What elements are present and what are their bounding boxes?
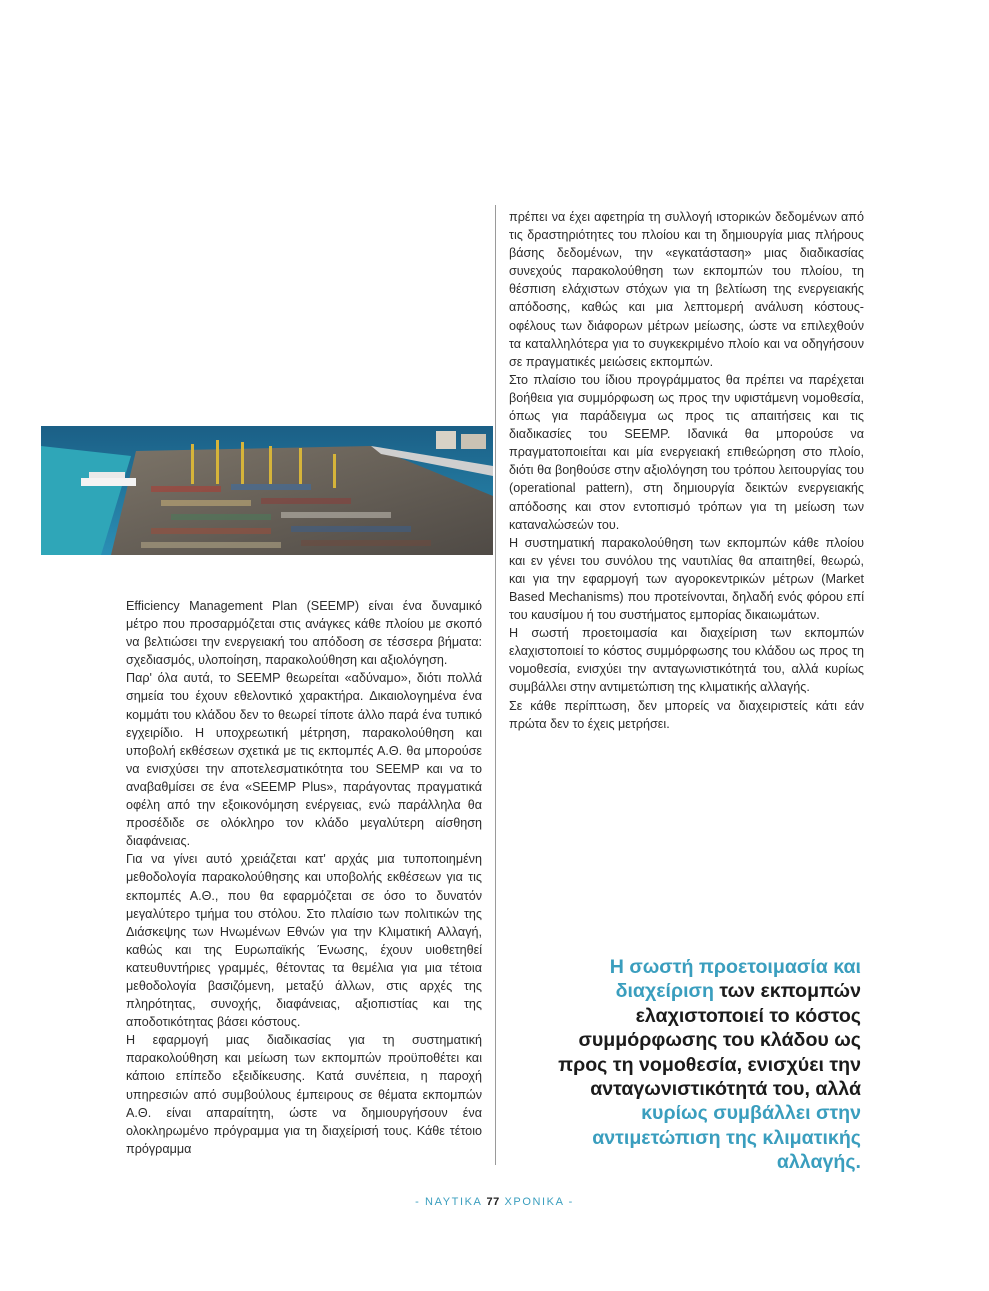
footer-left: - ΝΑΥΤΙΚΑ	[415, 1196, 482, 1208]
footer-right: ΧΡΟΝΙΚΑ -	[504, 1196, 574, 1208]
paragraph: Παρ' όλα αυτά, το SEEMP θεωρείται «αδύναμο», διότι πολλά σημεία του έχουν εθελοντικό χαρακτήρα. Δικαιολογημένα ένα κομμάτι του κλάδου δεν το θεωρεί τίποτε άλλο παρά ένα τυπικό εγχειρίδιο. Η υποχρεωτική μέτρηση, παρακολούθηση και υποβολή εκθέσεων σχετικά με τις εκπομπές Α.Θ. θα μπορούσε να ενισχύσει την αποτελεσματικότητα του SEEMP και να το αναβαθμίσει σε ένα «SEEMP Plus», παράγοντας πραγματικά οφέλη από την εξοικονόμηση ενέργειας, ενώ παράλληλα θα προσέδιδε σε ολόκληρο τον κλάδο μεγαλύτερη αίσθηση διαφάνειας.	[126, 671, 482, 849]
paragraph: Στο πλαίσιο του ίδιου προγράμματος θα πρέπει να παρέχεται βοήθεια για συμμόρφωση ως προς την υφιστάμενη νομοθεσία, όπως για παράδειγμα ως προς τις απαιτήσεις και τις διαδικασίες του SEEMP. Ιδανικά θα μπορούσε να πραγματοποιείται και μία ενεργειακή επιθεώρηση στο πλοίο, διότι θα βοηθούσε στην αξιολόγηση του τρόπου λειτουργίας του (operational pattern), στη δημιουργία δεικτών ενεργειακής απόδοσης και στον εντοπισμό τρόπων για τη μείωση των καταναλώσεών του.	[509, 372, 864, 532]
column-divider	[495, 205, 496, 1165]
pull-quote-text: των εκπομπών ελαχιστοποιεί το κόστος συμμόρφωσης του κλάδου ως προς τη νομοθεσία, ενισχύει την ανταγωνιστικότητά του, αλλά	[558, 980, 861, 1101]
pull-quote-highlight: κυρίως συμβάλλει στην αντιμετώπιση της κλιματικής αλλαγής.	[592, 1102, 861, 1174]
pull-quote-highlight: Η σωστή προετοιμασία και διαχείριση	[609, 956, 861, 1003]
paragraph: Για να γίνει αυτό χρειάζεται κατ' αρχάς μια τυποποιημένη μεθοδολογία παρακολούθησης και υποβολής εκθέσεων για τις εκπομπές Α.Θ., που θα εφαρμόζεται σε όσο το δυνατόν μεγαλύτερο τμήμα του στόλου. Στο πλαίσιο των πολιτικών της Διάσκεψης των Ηνωμένων Εθνών για την Κλιματική Αλλαγή, καθώς και της Ευρωπαϊκής Ένωσης, έχουν υιοθετηθεί κατευθυντήριες γραμμές, θέτοντας τα θεμέλια για μια τέτοια μεθοδολογία βασιζόμενη, μεταξύ άλλων, στις αρχές της πληρότητας, συνοχής, διαφάνειας, αξιοπιστίας και της αποδοτικότητας βάσει κόστους.	[126, 852, 482, 1030]
paragraph: Σε κάθε περίπτωση, δεν μπορείς να διαχειριστείς κάτι εάν πρώτα δεν το έχεις μετρήσει.	[509, 698, 864, 731]
paragraph: Η συστηματική παρακολούθηση των εκπομπών κάθε πλοίου και εν γένει του συνόλου της ναυτιλίας θα απαιτηθεί, θεωρώ, και για την εφαρμογή των αγοροκεντρικών μέτρων (Market Based Mechanisms) που προτείνονται, δηλαδή ενός φόρου επί του καυσίμου ή του συστήματος εμπορίας δικαιωμάτων.	[509, 535, 864, 623]
left-column	[126, 597, 482, 1158]
pull-quote	[540, 955, 861, 1175]
page-footer	[0, 1196, 989, 1208]
right-column	[509, 208, 864, 733]
page-number: 77	[486, 1196, 500, 1208]
paragraph: Η εφαρμογή μιας διαδικασίας για τη συστηματική παρακολούθηση και μείωση των εκπομπών προϋποθέτει και κάποιο επίπεδο εξειδίκευσης. Κατά συνέπεια, η παροχή υπηρεσιών από συμβούλους έμπειρους σε θέματα εκπομπών Α.Θ. είναι απαραίτητη, ώστε να δημιουργήσουν ένα ολοκληρωμένο πρόγραμμα για τη διαχείρισή τους. Κάθε τέτοιο πρόγραμμα	[126, 1033, 482, 1156]
port-photo	[41, 426, 493, 555]
paragraph: πρέπει να έχει αφετηρία τη συλλογή ιστορικών δεδομένων από τις δραστηριότητες του πλοίου και τη δημιουργία μιας πλήρους βάσης δεδομένων, την «εγκατάσταση» μιας διαδικασίας συνεχούς παρακολούθηση των εκπομπών του πλοίου, τη θέσπιση ελάχιστων στόχων για τη βελτίωση της ενεργειακής απόδοσης, καθώς και μια λεπτομερή ανάλυση κόστους-οφέλους των διάφορων μέτρων μείωσης, ώστε να επιλεχθούν τα καταλληλότερα για το συγκεκριμένο πλοίο και να οδηγήσουν σε πραγματικές μειώσεις εκπομπών.	[509, 210, 864, 369]
paragraph: Efficiency Management Plan (SEEMP) είναι ένα δυναμικό μέτρο που προσαρμόζεται στις ανάγκες κάθε πλοίου με σκοπό να βελτιώσει την ενεργειακή του απόδοση σε τέσσερα βήματα: σχεδιασμός, υλοποίηση, παρακολούθηση και αξιολόγηση.	[126, 599, 482, 668]
paragraph: Η σωστή προετοιμασία και διαχείριση των εκπομπών ελαχιστοποιεί το κόστος συμμόρφωσης του κλάδου ως προς τη νομοθεσία, ενισχύει την ανταγωνιστικότητά του, αλλά κυρίως συμβάλλει στην αντιμετώπιση της κλιματικής αλλαγής.	[509, 626, 864, 695]
